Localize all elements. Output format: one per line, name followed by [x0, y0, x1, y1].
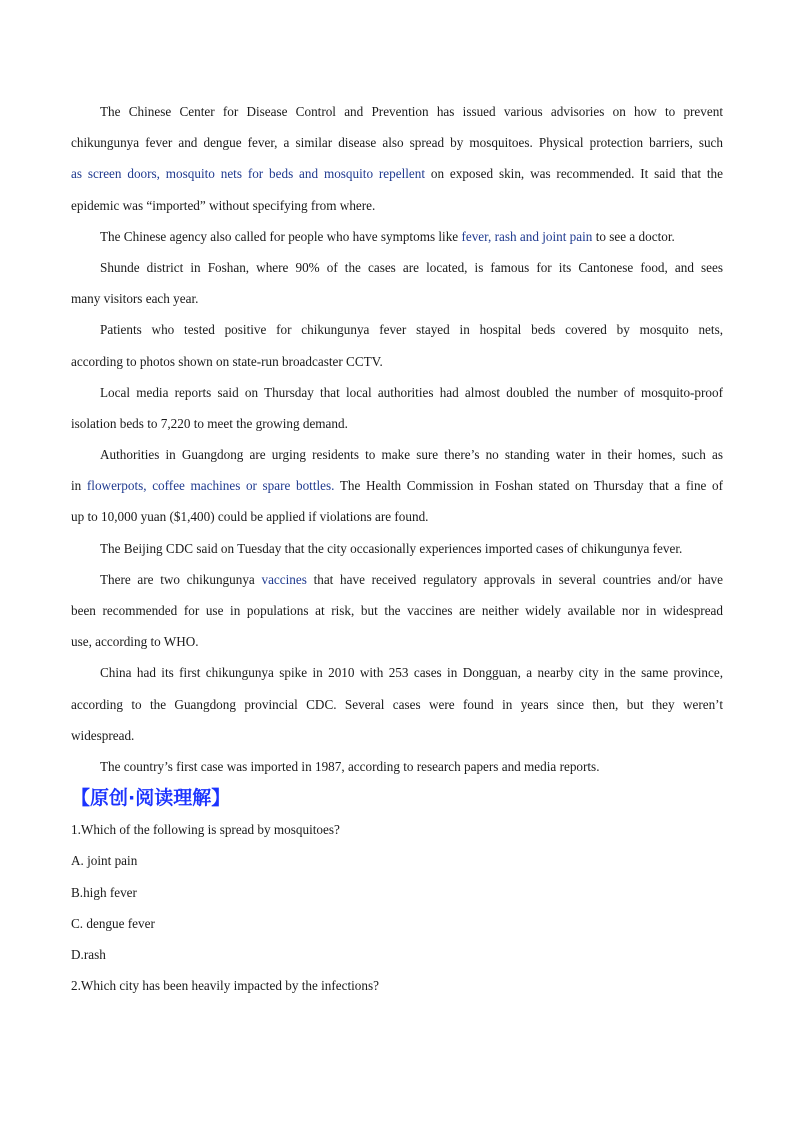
text-span: that have received regulatory approvals in several countries and/or have — [306, 571, 723, 587]
paragraph-line: epidemic was “imported” without specifying from where. — [71, 197, 376, 213]
paragraph-line: Shunde district in Foshan, where 90% of the cases are located, is famous for its Cantonese food, and sees — [100, 259, 723, 275]
paragraph-5 — [71, 377, 723, 439]
paragraph-1 — [71, 96, 723, 221]
text-span: There are two chikungunya — [100, 571, 262, 587]
paragraph-2 — [71, 221, 723, 252]
paragraph-line — [71, 470, 723, 501]
text-span: to see a doctor. — [592, 228, 675, 244]
section-heading: 【原创·阅读理解】 — [71, 787, 231, 810]
paragraph-8 — [71, 564, 723, 658]
paragraph-line: China had its first chikungunya spike in 2010 with 253 cases in Dongguan, a nearby city in the same province, — [100, 665, 723, 681]
paragraph-line — [71, 158, 723, 189]
paragraph-line: according to photos shown on state-run broadcaster CCTV. — [71, 353, 383, 369]
highlighted-phrase: fever, rash and joint pain — [461, 228, 593, 244]
paragraph-line: up to 10,000 yuan ($1,400) could be applied if violations are found. — [71, 509, 429, 525]
paragraph-line: Local media reports said on Thursday that local authorities had almost doubled the number of mosquito-proof — [100, 384, 723, 400]
paragraph-line: widespread. — [71, 727, 135, 743]
paragraph-line: The Beijing CDC said on Tuesday that the city occasionally experiences imported cases of chikungunya fever. — [100, 540, 683, 556]
answer-option-d: D.rash — [71, 946, 106, 962]
paragraph-line — [71, 564, 723, 595]
paragraph-line: chikungunya fever and dengue fever, a similar disease also spread by mosquitoes. Physical protection barriers, such — [71, 135, 723, 151]
text-span: The Health Commission in Foshan stated on Thursday that a fine of — [334, 478, 723, 494]
answer-option-c: C. dengue fever — [71, 915, 155, 931]
question-1 — [71, 814, 723, 970]
highlighted-phrase: as screen doors, mosquito nets for beds and mosquito repellent — [71, 166, 426, 182]
paragraph-line: The country’s first case was imported in 1987, according to research papers and media reports. — [100, 758, 600, 774]
question-2 — [71, 970, 723, 1001]
paragraph-line: use, according to WHO. — [71, 634, 199, 650]
paragraph-7 — [71, 533, 723, 564]
paragraph-6 — [71, 439, 723, 533]
paragraph-3 — [71, 252, 723, 314]
document-page — [71, 96, 723, 1001]
paragraph-line: been recommended for use in populations at risk, but the vaccines are neither widely available nor in widespread — [71, 603, 723, 618]
question-stem: 2.Which city has been heavily impacted by the infections? — [71, 978, 379, 994]
text-span: The Chinese agency also called for people who have symptoms like — [100, 228, 462, 244]
text-span: on exposed skin, was recommended. It said that the — [425, 166, 723, 182]
paragraph-line: according to the Guangdong provincial CDC. Several cases were found in years since then, but they weren’t — [71, 696, 723, 712]
paragraph-4 — [71, 314, 723, 376]
paragraph-line: The Chinese Center for Disease Control and Prevention has issued various advisories on how to prevent — [100, 104, 723, 119]
highlighted-phrase: vaccines — [261, 571, 307, 587]
answer-option-a: A. joint pain — [71, 853, 138, 869]
answer-option-b: B.high fever — [71, 884, 137, 900]
paragraph-line: Patients who tested positive for chikungunya fever stayed in hospital beds covered by mosquito nets, — [100, 322, 723, 338]
paragraph-line: many visitors each year. — [71, 291, 199, 307]
paragraph-line: isolation beds to 7,220 to meet the growing demand. — [71, 415, 348, 431]
paragraph-line — [71, 221, 723, 252]
text-span: in — [71, 478, 87, 494]
paragraph-line: Authorities in Guangdong are urging residents to make sure there’s no standing water in their homes, such as — [100, 447, 723, 463]
question-stem: 1.Which of the following is spread by mosquitoes? — [71, 822, 340, 838]
paragraph-9 — [71, 657, 723, 751]
highlighted-phrase: flowerpots, coffee machines or spare bottles. — [86, 478, 335, 494]
